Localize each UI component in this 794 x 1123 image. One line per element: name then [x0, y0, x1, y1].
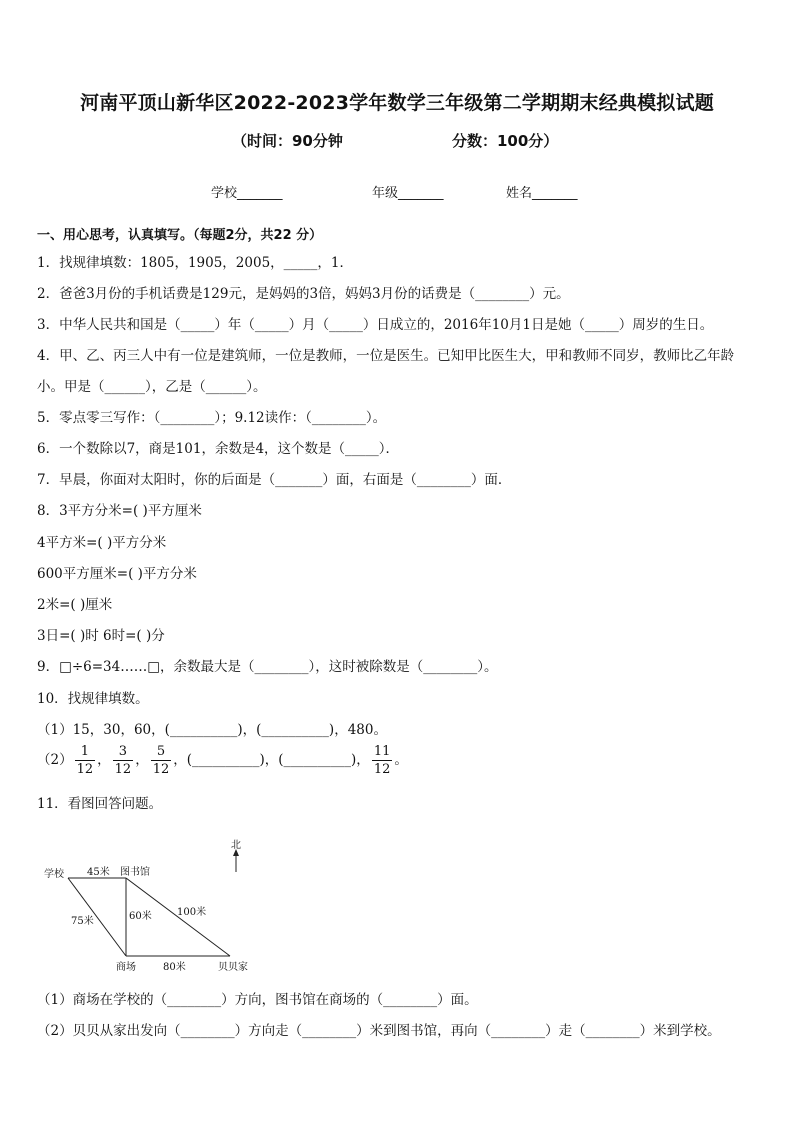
question-8-line-1: 8．3平方分米=( )平方厘米 — [37, 503, 202, 519]
fraction-5-12 — [151, 743, 172, 778]
question-3: 3．中华人民共和国是（_____）年（_____）月（_____）日成立的，2016年10月1日是她（_____）周岁的生日。 — [37, 317, 714, 333]
distance-school-mall: 75米 — [71, 916, 94, 927]
direction-map-figure — [40, 835, 270, 980]
question-11: 11．看图回答问题。 — [37, 796, 163, 812]
q10-2-suffix: 。 — [394, 752, 408, 768]
distance-mall-beibei: 80米 — [163, 962, 186, 973]
fraction-denominator: 12 — [152, 762, 170, 777]
question-11-part-2: （2）贝贝从家出发向（________）方向走（________）米到图书馆，再向（________）走（________）米到学校。 — [37, 1023, 721, 1039]
school-field: 学校_______ — [211, 186, 283, 201]
distance-school-library: 45米 — [87, 867, 110, 878]
question-8-line-4: 2米=( )厘米 — [37, 597, 113, 613]
exam-score: 分数：100分） — [452, 132, 559, 150]
question-4-line-2: 小。甲是（______），乙是（______）。 — [37, 379, 267, 395]
question-1: 1．找规律填数：1805，1905，2005，_____，1． — [37, 255, 353, 271]
question-2: 2．爸爸3月份的手机话费是129元，是妈妈的3倍，妈妈3月份的话费是（________）元。 — [37, 286, 570, 302]
question-5: 5．零点零三写作：（________）；9.12读作：（________）。 — [37, 410, 387, 426]
fraction-denominator: 12 — [114, 762, 132, 777]
library-label: 图书馆 — [120, 867, 150, 878]
fraction-numerator: 5 — [151, 743, 172, 761]
question-7: 7．早晨，你面对太阳时，你的后面是（_______）面，右面是（________）面． — [37, 472, 512, 488]
mall-label: 商场 — [116, 962, 136, 973]
fraction-numerator: 1 — [75, 743, 96, 761]
fraction-denominator: 12 — [373, 762, 391, 777]
question-6: 6．一个数除以7，商是101，余数是4，这个数是（_____）． — [37, 441, 400, 457]
fraction-3-12 — [113, 743, 134, 778]
exam-time: （时间：90分钟 — [232, 132, 343, 150]
fraction-1-12 — [75, 743, 96, 778]
question-4-line-1: 4．甲、乙、丙三人中有一位是建筑师，一位是教师，一位是医生。已知甲比医生大，甲和教师不同岁，教师比乙年龄 — [37, 348, 735, 364]
page-title: 河南平顶山新华区2022-2023学年数学三年级第二学期期末经典模拟试题 — [80, 92, 714, 114]
grade-field: 年级_______ — [372, 186, 444, 201]
q10-2-prefix: （2） — [37, 752, 73, 768]
question-8-line-2: 4平方米=( )平方分米 — [37, 535, 167, 551]
beibei-home-label: 贝贝家 — [218, 962, 248, 973]
question-10-part-2: （2） $\frac{1}{12}$ ， $\frac{3}{12}$ ， $\frac{5}{12}$ ，(__________)，(__________)， $\frac{11}{12}$ 。 — [37, 744, 408, 777]
north-label: 北 — [231, 840, 241, 851]
fraction-denominator: 12 — [76, 762, 94, 777]
fraction-11-12 — [372, 743, 393, 778]
question-11-part-1: （1）商场在学校的（________）方向，图书馆在商场的（________）面。 — [37, 992, 478, 1008]
school-label: 学校 — [44, 869, 64, 880]
q10-2-blanks: ，(__________)，(__________)， — [173, 752, 370, 768]
distance-library-beibei: 100米 — [177, 907, 207, 918]
question-9: 9．□÷6=34……□，余数最大是（________），这时被除数是（________）。 — [37, 659, 498, 675]
question-10-part-1: （1）15，30，60，(__________)，(__________)，480。 — [37, 722, 387, 738]
section-heading-1: 一、用心思考，认真填写。（每题2分，共22 分） — [37, 228, 323, 243]
question-8-line-5: 3日=( )时 6时=( )分 — [37, 628, 165, 644]
distance-library-mall: 60米 — [129, 911, 152, 922]
fraction-numerator: 3 — [113, 743, 134, 761]
question-10: 10．找规律填数。 — [37, 691, 149, 707]
name-field: 姓名_______ — [506, 186, 578, 201]
question-8-line-3: 600平方厘米=( )平方分米 — [37, 566, 197, 582]
fraction-numerator: 11 — [373, 744, 391, 759]
